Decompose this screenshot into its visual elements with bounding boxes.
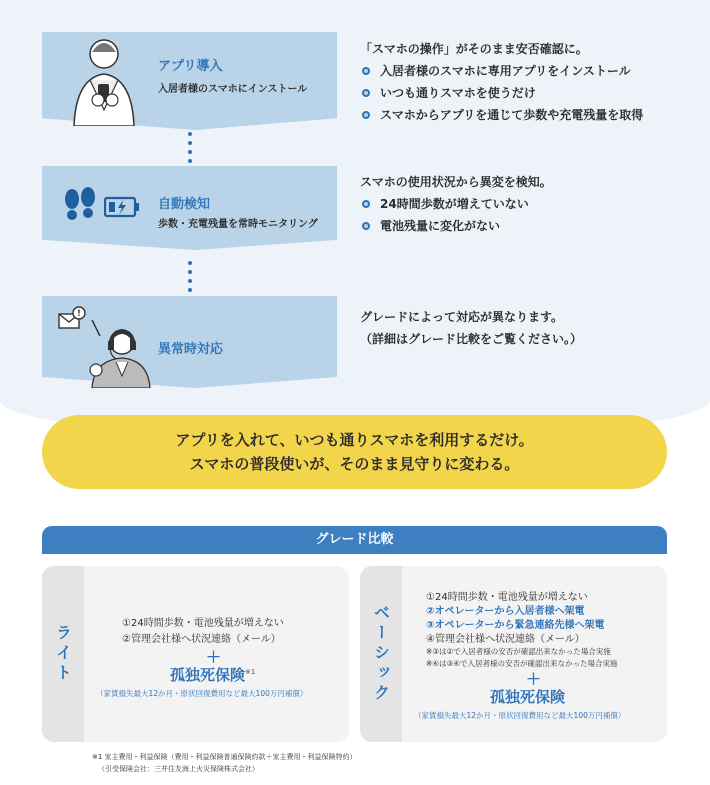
grade-body-basic (402, 566, 667, 742)
basic-item: ④管理会社様へ状況連絡（メール） (426, 634, 585, 645)
step2-title: 自動検知 (158, 197, 211, 212)
footnote-mark: ※1 (245, 668, 256, 676)
lite-item: ①24時間歩数・電池残量が増えない (122, 618, 284, 629)
lite-item: ②管理会社様へ状況連絡（メール） (122, 634, 281, 645)
grade-body-lite (84, 566, 349, 742)
footsteps-icon (62, 187, 98, 221)
footnote: ※1 家主費用・利益保険（費用・利益保険普通保険約款＋家主費用・利益保険特約） (92, 753, 357, 761)
step1-bullet: 入居者様のスマホに専用アプリをインストール (360, 60, 643, 82)
step3-title: 異常時対応 (158, 342, 224, 357)
basic-note: ※④は③④で入居者様の安否が確認出来なかった場合実施 (426, 659, 618, 668)
grade-card-basic (360, 566, 667, 742)
basic-item: ③オペレーターから緊急連絡先様へ架電 (426, 620, 605, 631)
step3-description (360, 306, 582, 350)
banner-line: スマホの普段使いが、そのまま見守りに変わる。 (189, 455, 520, 473)
step1-bullet: いつも通りスマホを使うだけ (360, 82, 643, 104)
step2-description (360, 171, 552, 237)
footnote: （引受保険会社：三井住友海上火災保険株式会社） (98, 765, 259, 773)
grade-label-basic: ベーシック (371, 604, 391, 704)
step1-bullet: スマホからアプリを通じて歩数や充電残量を取得 (360, 104, 643, 126)
step3-line: グレードによって対応が異なります。 (360, 310, 564, 324)
insurance-name-basic: 孤独死保険 (490, 688, 566, 706)
step1-title: アプリ導入 (158, 59, 223, 74)
insurance-title-lite (170, 664, 255, 685)
grade-tab-basic (360, 566, 402, 742)
basic-note: ※③は②で入居者様の安否が確認出来なかった場合実施 (426, 647, 611, 656)
grade-comparison-header: グレード比較 (42, 526, 667, 554)
step3-line: （詳細はグレード比較をご覧ください。） (360, 332, 583, 346)
grade-card-lite (42, 566, 349, 742)
step2-subtitle: 歩数・充電残量を常時モニタリング (158, 219, 318, 230)
connector-dots (188, 261, 192, 297)
banner-line: アプリを入れて、いつも通りスマホを利用するだけ。 (175, 431, 534, 449)
plus-sign: ＋ (526, 670, 542, 688)
step2-bullet: 電池残量に変化がない (360, 215, 552, 237)
battery-charging-icon (104, 196, 140, 218)
summary-banner (42, 415, 667, 489)
connector-dots (188, 132, 192, 168)
grade-label-lite: ライト (53, 624, 73, 684)
step1-lead: 「スマホの操作」がそのまま安否確認に。 (360, 42, 588, 56)
insurance-name: 孤独死保険 (170, 666, 246, 684)
step2-bullet: 24時間歩数が増えていない (360, 193, 552, 215)
plus-sign: ＋ (206, 648, 222, 666)
step2-lead: スマホの使用状況から異変を検知。 (360, 175, 552, 189)
person-with-phone-illustration (60, 30, 148, 126)
grade-tab-lite (42, 566, 84, 742)
insurance-caption-basic: （家賃損失最大12か月・原状回復費用など最大100万円補償） (414, 711, 626, 720)
insurance-caption-lite: （家賃損失最大12か月・原状回復費用など最大100万円補償） (96, 689, 308, 698)
basic-item: ②オペレーターから入居者様へ架電 (426, 606, 585, 617)
operator-illustration (72, 316, 152, 388)
basic-item: ①24時間歩数・電池残量が増えない (426, 592, 588, 603)
step1-subtitle: 入居者様のスマホにインストール (158, 84, 308, 95)
step1-description (360, 38, 643, 126)
